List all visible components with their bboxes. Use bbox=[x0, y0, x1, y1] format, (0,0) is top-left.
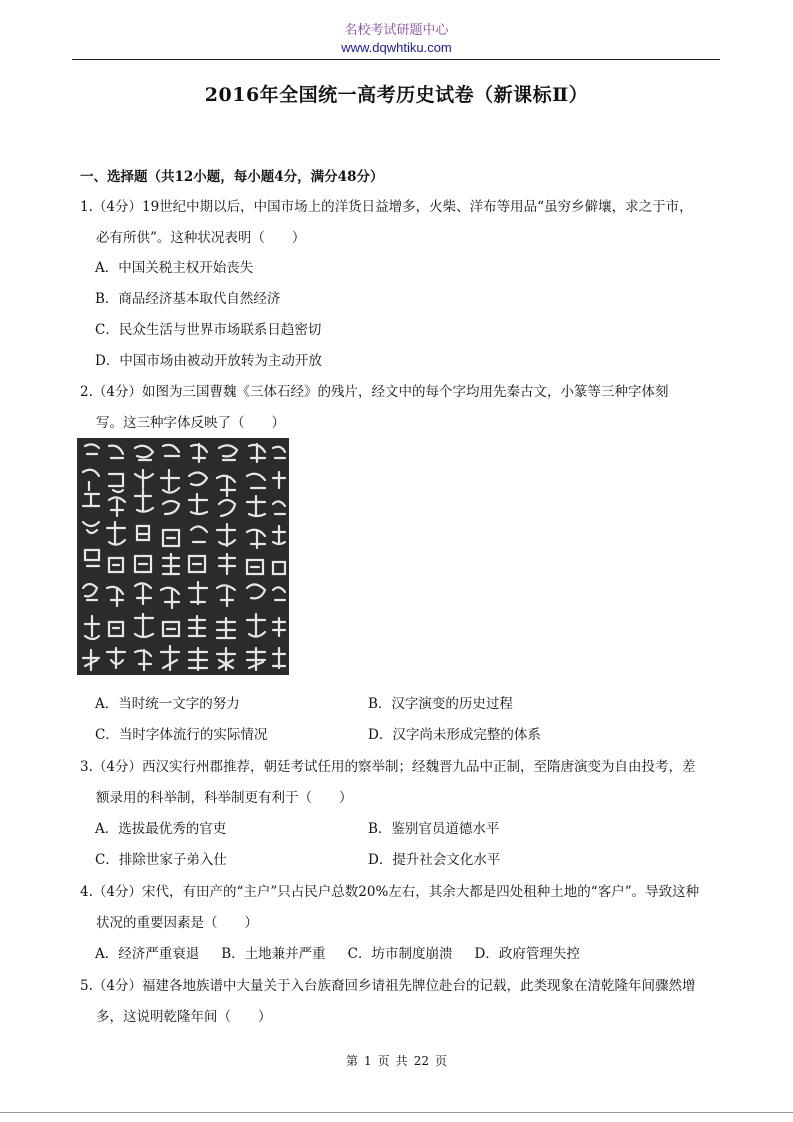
stone-classics-rubbing-image bbox=[77, 438, 289, 675]
section-heading: 一、选择题（共12小题，每小题4分，满分48分） bbox=[80, 169, 384, 185]
header-site-url[interactable]: www.dqwhtiku.com bbox=[341, 40, 452, 55]
page-title: 2016年全国统一高考历史试卷（新课标Ⅱ） bbox=[204, 84, 589, 106]
question-2-text-line2: 写。这三种字体反映了（ ） bbox=[96, 415, 285, 431]
question-4-text-line1: 宋代，有田产的“主户”只占民户总数20%左右，其余大都是四处租种土地的“客户”。导致这种 bbox=[141, 884, 700, 900]
question-1-option-c: C．民众生活与世界市场联系日趋密切 bbox=[95, 322, 322, 338]
question-4-option-c: C．坊市制度崩溃 bbox=[347, 946, 453, 962]
question-1-stem bbox=[80, 192, 725, 254]
question-4-option-d: D．政府管理失控 bbox=[474, 946, 580, 962]
question-1-option-b: B．商品经济基本取代自然经济 bbox=[95, 291, 281, 307]
question-5-text-line2: 多，这说明乾隆年间（ ） bbox=[96, 1009, 272, 1025]
question-4-text-line2: 状况的重要因素是（ ） bbox=[96, 915, 258, 931]
header-site-name: 名校考试研题中心 bbox=[344, 23, 449, 38]
question-4-stem bbox=[80, 877, 725, 939]
header-divider bbox=[72, 59, 720, 60]
footer-word-gong: 共 bbox=[395, 1054, 408, 1068]
footer-page-number: 1 bbox=[364, 1054, 372, 1068]
question-5-number: 5.（4分） bbox=[80, 978, 142, 994]
question-3-option-c: C．排除世家子弟入仕 bbox=[95, 852, 227, 868]
question-2-number: 2.（4分） bbox=[80, 384, 142, 400]
question-3-stem bbox=[80, 752, 725, 814]
question-1-text-line1: 19世纪中期以后，中国市场上的洋货日益增多，火柴、洋布等用品“虽穷乡僻壤，求之于市， bbox=[141, 199, 693, 215]
question-1-option-d: D．中国市场由被动开放转为主动开放 bbox=[95, 353, 322, 369]
question-3-option-a: A．选拔最优秀的官吏 bbox=[95, 821, 227, 837]
question-1-option-a: A．中国关税主权开始丧失 bbox=[95, 260, 254, 276]
page-footer bbox=[0, 1052, 793, 1069]
question-2-text-line1: 如图为三国曹魏《三体石经》的残片，经文中的每个字均用先秦古文，小篆等三种字体刻 bbox=[141, 384, 669, 400]
question-2-option-c: C．当时字体流行的实际情况 bbox=[95, 727, 268, 743]
footer-divider bbox=[0, 1112, 793, 1113]
question-4-option-b: B．土地兼并严重 bbox=[221, 946, 326, 962]
footer-total-pages: 22 bbox=[413, 1054, 429, 1068]
rubbing-glyphs bbox=[77, 438, 289, 675]
question-2-option-b: B．汉字演变的历史过程 bbox=[368, 696, 513, 712]
question-3-text-line1: 西汉实行州郡推荐，朝廷考试任用的察举制；经魏晋九品中正制，至隋唐演变为自由投考，差 bbox=[141, 759, 696, 775]
question-1-number: 1.（4分） bbox=[80, 199, 142, 215]
question-5-text-line1: 福建各地族谱中大量关于入台族裔回乡请祖先牌位赴台的记载，此类现象在清乾隆年间骤然增 bbox=[141, 978, 696, 994]
footer-word-ye-2: 页 bbox=[434, 1054, 447, 1068]
question-2-option-a: A．当时统一文字的努力 bbox=[95, 696, 240, 712]
question-4-options bbox=[95, 944, 580, 964]
question-4-number: 4.（4分） bbox=[80, 884, 142, 900]
question-5-stem bbox=[80, 971, 725, 1033]
question-3-text-line2: 额录用的科举制，科举制更有利于（ ） bbox=[96, 790, 353, 806]
question-3-option-b: B．鉴别官员道德水平 bbox=[368, 821, 500, 837]
footer-word-ye: 页 bbox=[377, 1054, 390, 1068]
question-4-option-a: A．经济严重衰退 bbox=[95, 946, 200, 962]
question-3-number: 3.（4分） bbox=[80, 759, 142, 775]
question-1-text-line2: 必有所供”。这种状况表明（ ） bbox=[96, 230, 306, 246]
question-2-stem bbox=[80, 377, 725, 439]
footer-word-di: 第 bbox=[346, 1054, 359, 1068]
question-2-option-d: D．汉字尚未形成完整的体系 bbox=[368, 727, 541, 743]
question-3-option-d: D．提升社会文化水平 bbox=[368, 852, 501, 868]
